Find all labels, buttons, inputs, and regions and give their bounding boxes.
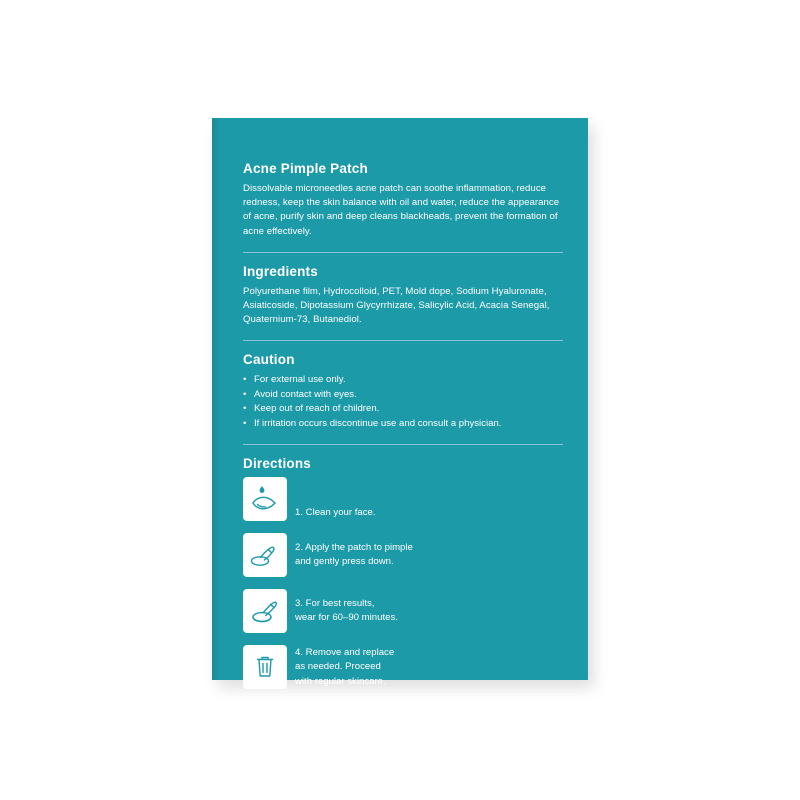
step-line-2: and gently press down. [295,556,394,568]
step-line-3: with regular skincare. [295,675,386,687]
timer-patch-icon [243,589,287,633]
divider [243,340,563,341]
divider [243,252,563,253]
list-item: • Keep out of reach of children. [243,402,563,417]
step-line-2: as needed. Proceed [295,661,381,673]
step-text [287,506,376,521]
list-item [243,645,563,689]
list-item: • If irritation occurs discontinue use and consult a physician. [243,417,563,432]
step-line-2: wear for 60–90 minutes. [295,612,398,624]
wash-face-icon [243,477,287,521]
directions-heading: Directions [243,456,312,472]
apply-patch-icon [243,533,287,577]
step-text [287,597,398,625]
step-line-1: 3. For best results, [295,598,375,610]
package-content [243,161,563,701]
product-description: Dissolvable microneedles acne patch can soothe inflammation, reduce redness, keep the skin balance with oil and water, reduce the appearance of acne, purify skin and deep cleans blackheads, prevent the formation of acne effectively. [243,183,560,237]
step-line-1: 2. Apply the patch to pimple [295,542,413,554]
ingredients-heading: Ingredients [243,263,318,279]
page-title: Acne Pimple Patch [243,161,368,176]
directions-steps [243,477,563,689]
step-text [287,541,413,569]
list-item [243,477,563,521]
step-text [287,646,394,689]
caution-heading: Caution [243,352,295,368]
step-line-1: 4. Remove and replace [295,647,395,659]
list-item [243,589,563,633]
divider [243,444,563,445]
product-package-back-panel [212,118,588,687]
list-item [243,533,563,577]
step-line-1: 1. Clean your face. [295,507,376,519]
list-item: • For external use only. [243,373,563,388]
ingredients-text: Polyurethane film, Hydrocolloid, PET, Mold dope, Sodium Hyaluronate, Asiaticoside, Dipotassium Glycyrrhizate, Salicylic Acid, Acacia Senegal, Quaternium-73, Butanediol. [243,285,550,326]
trash-bin-icon [243,645,287,689]
caution-list [243,373,563,431]
list-item: • Avoid contact with eyes. [243,388,563,403]
